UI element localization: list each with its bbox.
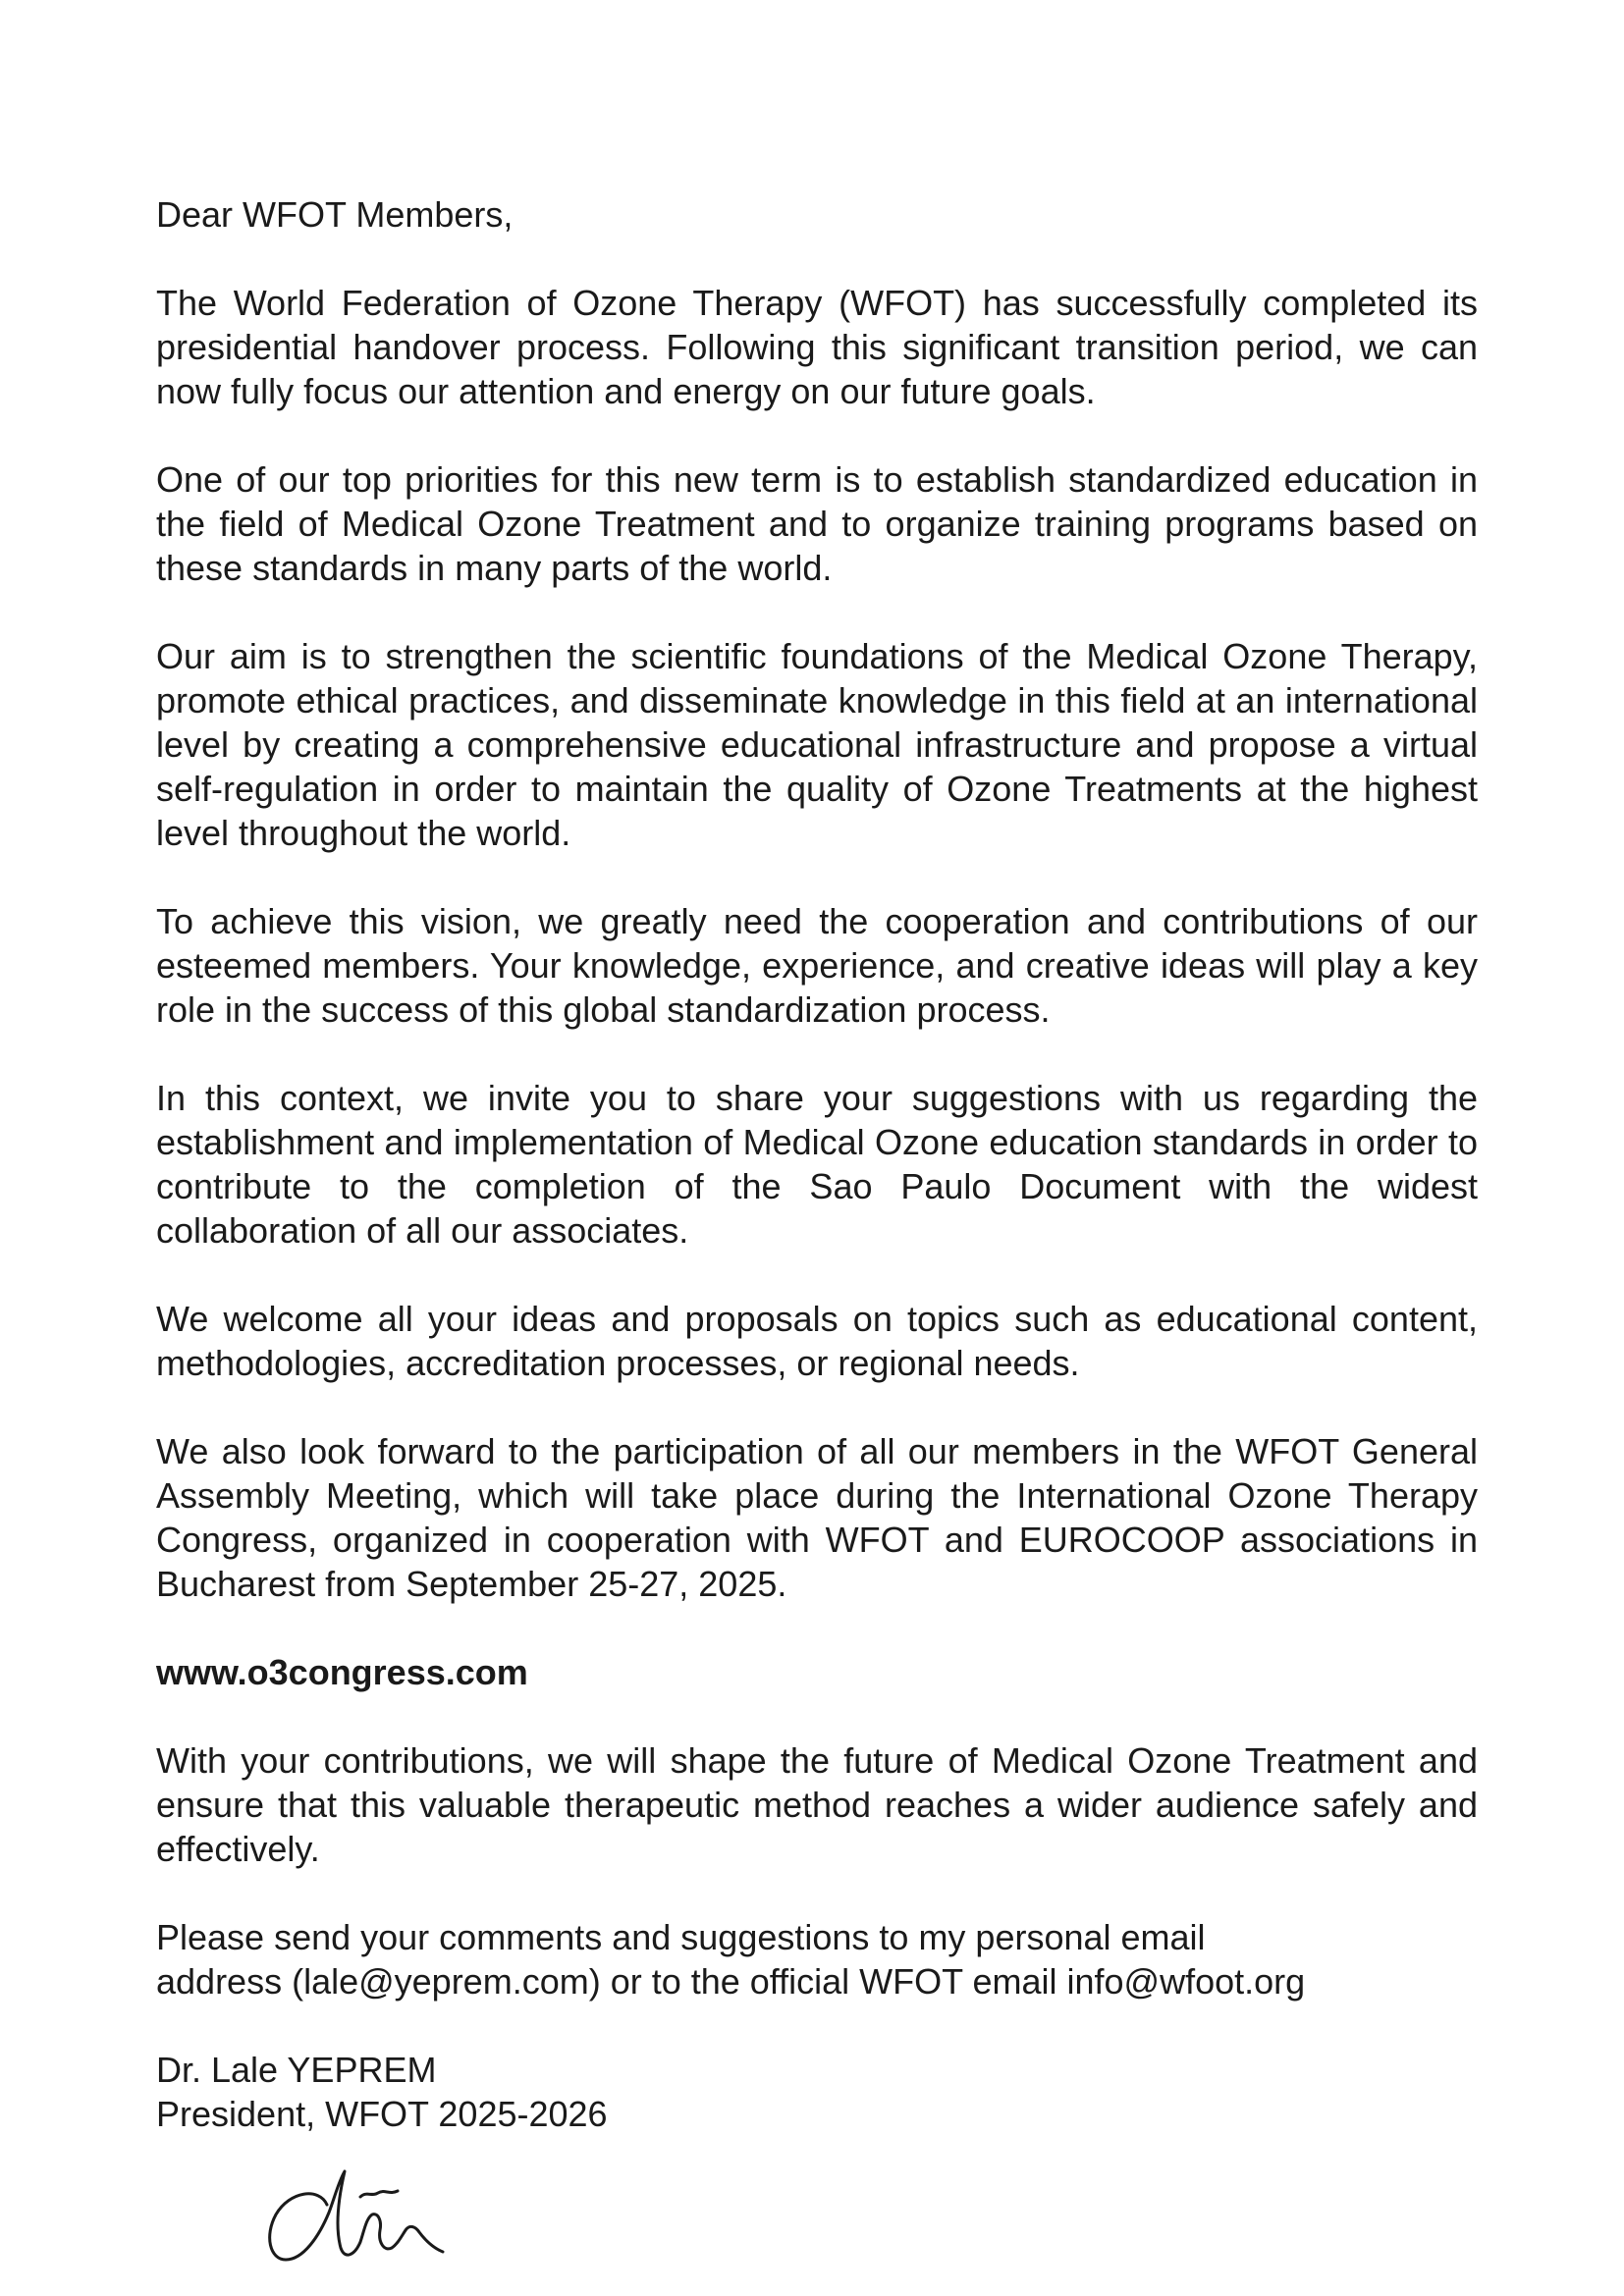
signatory-title: President, WFOT 2025-2026	[156, 2094, 608, 2134]
salutation: Dear WFOT Members,	[156, 194, 514, 235]
handwritten-signature	[250, 2158, 466, 2275]
paragraph-welcome: We welcome all your ideas and proposals on topics such as educational content, methodologies, accreditation processes, or regional needs.	[156, 1299, 1478, 1383]
signatory-block	[156, 2048, 1478, 2136]
paragraph-cooperation: To achieve this vision, we greatly need the cooperation and contributions of our esteemed members. Your knowledge, experience, and creative ideas will play a key role in the success of this global standardization process.	[156, 901, 1478, 1030]
paragraph-email	[156, 1915, 1478, 2003]
signatory-name: Dr. Lale YEPREM	[156, 2050, 437, 2090]
paragraph-closing: With your contributions, we will shape the future of Medical Ozone Treatment and ensure that this valuable therapeutic method reaches a wider audience safely and effectively.	[156, 1740, 1478, 1869]
paragraph-priorities: One of our top priorities for this new term is to establish standardized education in the field of Medical Ozone Treatment and to organize training programs based on these standards in many parts of the world.	[156, 459, 1478, 588]
paragraph-invitation: In this context, we invite you to share your suggestions with us regarding the establishment and implementation of Medical Ozone education standards in order to contribute to the completion of the Sao Paulo Document with the widest collaboration of all our associates.	[156, 1078, 1478, 1251]
paragraph-handover: The World Federation of Ozone Therapy (WFOT) has successfully completed its presidential handover process. Following this significant transition period, we can now fully focus our attention and energy on our future goals.	[156, 283, 1478, 411]
congress-website-link[interactable]: www.o3congress.com	[156, 1652, 528, 1692]
signature-stroke-main	[270, 2171, 443, 2260]
paragraph-aim: Our aim is to strengthen the scientific foundations of the Medical Ozone Therapy, promote ethical practices, and disseminate knowledge in this field at an international level by creating a comprehensive educational infrastructure and propose a virtual self-regulation in order to maintain the quality of Ozone Treatments at the highest level throughout the world.	[156, 636, 1478, 853]
paragraph-assembly: We also look forward to the participation of all our members in the WFOT General Assembly Meeting, which will take place during the International Ozone Therapy Congress, organized in cooperation with WFOT and EUROCOOP associations in Bucharest from September 25-27, 2025.	[156, 1431, 1478, 1604]
letter-body	[156, 192, 1478, 2136]
signature-stroke-accent	[360, 2191, 398, 2197]
email-line-1: Please send your comments and suggestions to my personal email	[156, 1917, 1206, 1957]
email-line-2: address (lale@yeprem.com) or to the official WFOT email info@wfoot.org	[156, 1961, 1306, 2002]
